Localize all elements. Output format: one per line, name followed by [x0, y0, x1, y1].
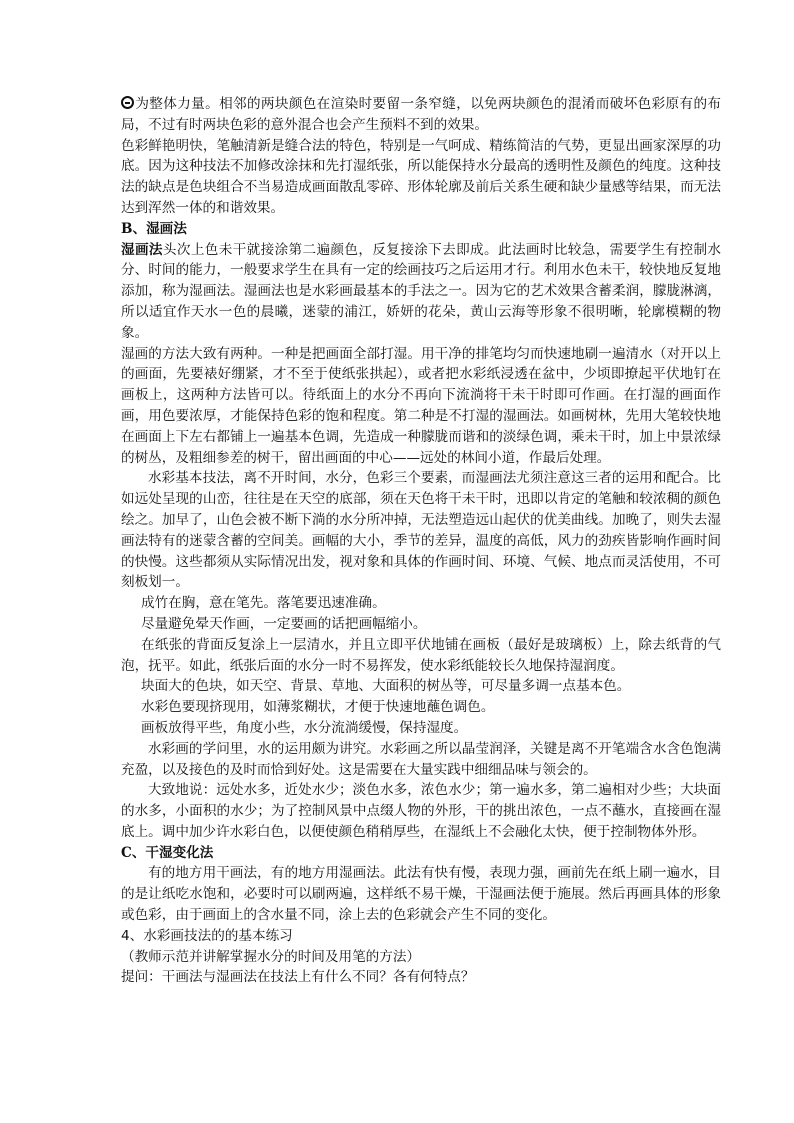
teacher-note: （教师示范并讲解掌握水分的时间及用笔的方法）: [121, 948, 421, 965]
heading-wet-technique: B、湿画法: [121, 220, 187, 237]
bullet-mark-icon: [121, 96, 134, 109]
paragraph-3: 湿画法头次上色未干就接涂第二遍颜色，反复接涂下去即成。此法画时比较急，需要学生有控制水分、时间的能力，一般要求学生在具有一定的绘画技巧之后运用才行。利用水色未干，较快地反复地添加，称为湿画法。湿画法也是水彩画最基本的手法之一。因为它的艺术效果含蓄柔润，朦胧淋漓，所以适宜作天水一色的晨曦，迷蒙的浦江，娇妍的花朵，黄山云海等形象不很明晰，轮廓模糊的物象。: [121, 241, 722, 341]
paragraph-5: 水彩基本技法，离不开时间，水分，色彩三个要素，而湿画法尤须注意这三者的运用和配合。比如远处呈现的山峦，往往是在天空的底部，须在天色将干未干时，迅即以肯定的笔触和较浓稠的颜色绘之。加早了，山色会被不断下淌的水分所冲掉，无法塑造远山起伏的优美曲线。加晚了，则失去湿画法特有的迷蒙含蓄的空间美。画幅的大小，季节的差异，温度的高低，风力的劲疾皆影响作画时间的快慢。这些都须从实际情况出发，视对象和具体的作画时间、环境、气候、地点而灵活使用，不可刻板划一。: [121, 470, 721, 591]
document-page: [121, 94, 721, 988]
heading-wet-dry-technique: C、干湿变化法: [121, 844, 214, 861]
paragraph-6: 成竹在胸，意在笔先。落笔要迅速准确。: [141, 595, 386, 612]
paragraph-13: 大致地说：远处水多，近处水少；淡色水多，浓色水少；第一遍水多，第二遍相对少些；大块面的水多，小面积的水少；为了控制风景中点缀人物的外形，干的挑出浓色，一点不蘸水，直接画在湿底上。调中加少许水彩白色，以便使颜色稍稍厚些，在湿纸上不会融化太快，便于控制物体外形。: [121, 782, 721, 840]
paragraph-1: 为整体力量。相邻的两块颜色在渲染时要留一条窄缝，以免两块颜色的混淆而破坏色彩原有的布局，不过有时两块色彩的意外混合也会产生预料不到的效果。: [121, 96, 721, 133]
section-item-4: 4、水彩画技法的的基本练习: [121, 927, 293, 944]
paragraph-10: 水彩色要现挤现用，如薄浆糊状，才便于快速地蘸色调色。: [141, 699, 495, 716]
paragraph-2: 色彩鲜艳明快，笔触清新是缝合法的特色，特别是一气呵成、精练简洁的气势，更显出画家深厚的功底。因为这种技法不加修改涂抹和先打湿纸张，所以能保持水分最高的透明性及颜色的纯度。这种技法的缺点是色块组合不当易造成画面散乱零碎、形体轮廓及前后关系生硬和缺少量感等结果，而无法达到浑然一体的和谐效果。: [121, 137, 721, 216]
paragraph-9: 块面大的色块，如天空、背景、草地、大面积的树丛等，可尽量多调一点基本色。: [141, 678, 631, 695]
paragraph-8: 在纸张的背面反复涂上一层清水，并且立即平伏地铺在画板（最好是玻璃板）上，除去纸背的气泡，抚平。如此，纸张后面的水分一时不易挥发，使水彩纸能较长久地保持湿润度。: [121, 636, 721, 674]
question: 提问：干画法与湿画法在技法上有什么不同？各有何特点？: [121, 969, 475, 986]
paragraph-7: 尽量避免晕天作画，一定要画的话把画幅缩小。: [141, 615, 427, 632]
paragraph-12: 水彩画的学问里，水的运用颇为讲究。水彩画之所以晶莹润泽，关键是离不开笔端含水含色饱满充盈，以及接色的及时而恰到好处。这是需要在大量实践中细细品味与领会的。: [121, 740, 721, 778]
term-wet-technique: 湿画法: [121, 241, 163, 258]
paragraph-11: 画板放得平些，角度小些，水分流淌缓慢，保持湿度。: [141, 719, 468, 736]
paragraph-14: 有的地方用干画法，有的地方用湿画法。此法有快有慢，表现力强，画前先在纸上刷一遍水，目的是让纸吃水饱和，必要时可以刷两遍，这样纸不易干燥，干湿画法便于施展。然后再画具体的形象或色彩，由于画面上的含水量不同，涂上去的色彩就会产生不同的变化。: [121, 865, 721, 924]
paragraph-4: 湿画的方法大致有两种。一种是把画面全部打湿。用干净的排笔均匀而快速地刷一遍清水（对开以上的画面，先要裱好绷紧，才不至于使纸张拱起），或者把水彩纸浸透在盆中，少顷即撩起平伏地钉在画板上，这两种方法皆可以。待纸面上的水分不再向下流淌将干未干时即可作画。在打湿的画面作画，用色要浓厚，才能保持色彩的饱和程度。第二种是不打湿的湿画法。如画树林，先用大笔较快地在画面上下左右都铺上一遍基本色调，先造成一种朦胧而谐和的淡绿色调，乘未干时，加上中景浓绿的树丛，及粗细参差的树干，留出画面的中心——远处的林间小道，作最后处理。: [121, 345, 721, 466]
